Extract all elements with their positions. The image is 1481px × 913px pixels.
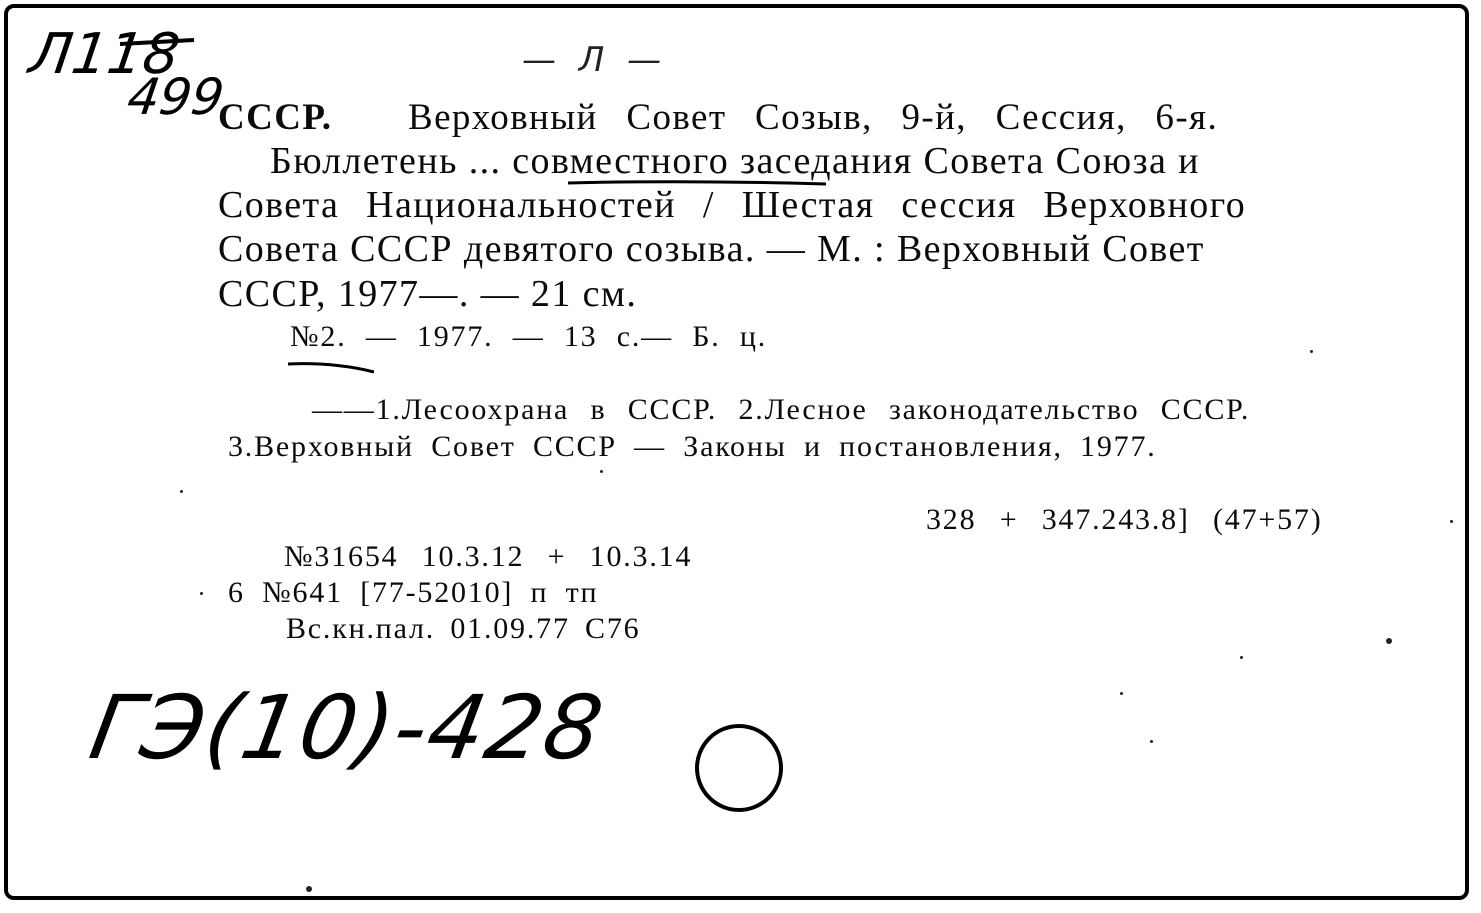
entry-heading-rest: Верховный Совет Созыв, 9-й, Сессия, 6-я. [408,97,1219,138]
handwritten-call-number-bottom: 499 [123,68,228,126]
chamber-line: Вс.кн.пал. 01.09.77 С76 [286,612,641,645]
punch-hole [690,720,790,820]
handwritten-call-number-top: Л118 [25,22,184,87]
bbk-index: №31654 10.3.12 + 10.3.14 [284,540,693,573]
issue-line: №2. — 1977. — 13 с.— Б. ц. [290,320,768,353]
issue-underline [284,358,384,382]
record-line: 6 №641 [77-52010] п тп [228,576,599,609]
handwritten-shelf-mark: ГЭ(10)-428 [82,676,612,779]
subject-line-1: ——1.Лесоохрана в СССР. 2.Лесное законодательство СССР. [312,393,1251,426]
call-number-fraction-bar [118,34,198,54]
entry-heading: СССР. [218,97,333,138]
entry-body-line-4: СССР, 1977—. — 21 см. [218,273,638,315]
top-center-mark: — Л — [522,40,668,80]
subject-line-2: 3.Верховный Совет СССР — Законы и постановления, 1977. [228,430,1157,463]
entry-body-line-1: Бюллетень ... совместного заседания Совета Союза и [270,140,1200,182]
udc-index: 328 + 347.243.8] (47+57) [926,503,1323,536]
entry-body-line-2: Совета Национальностей / Шестая сессия Верховного [218,184,1247,226]
entry-body-line-3: Совета СССР девятого созыва. — М. : Верховный Совет [218,228,1205,270]
